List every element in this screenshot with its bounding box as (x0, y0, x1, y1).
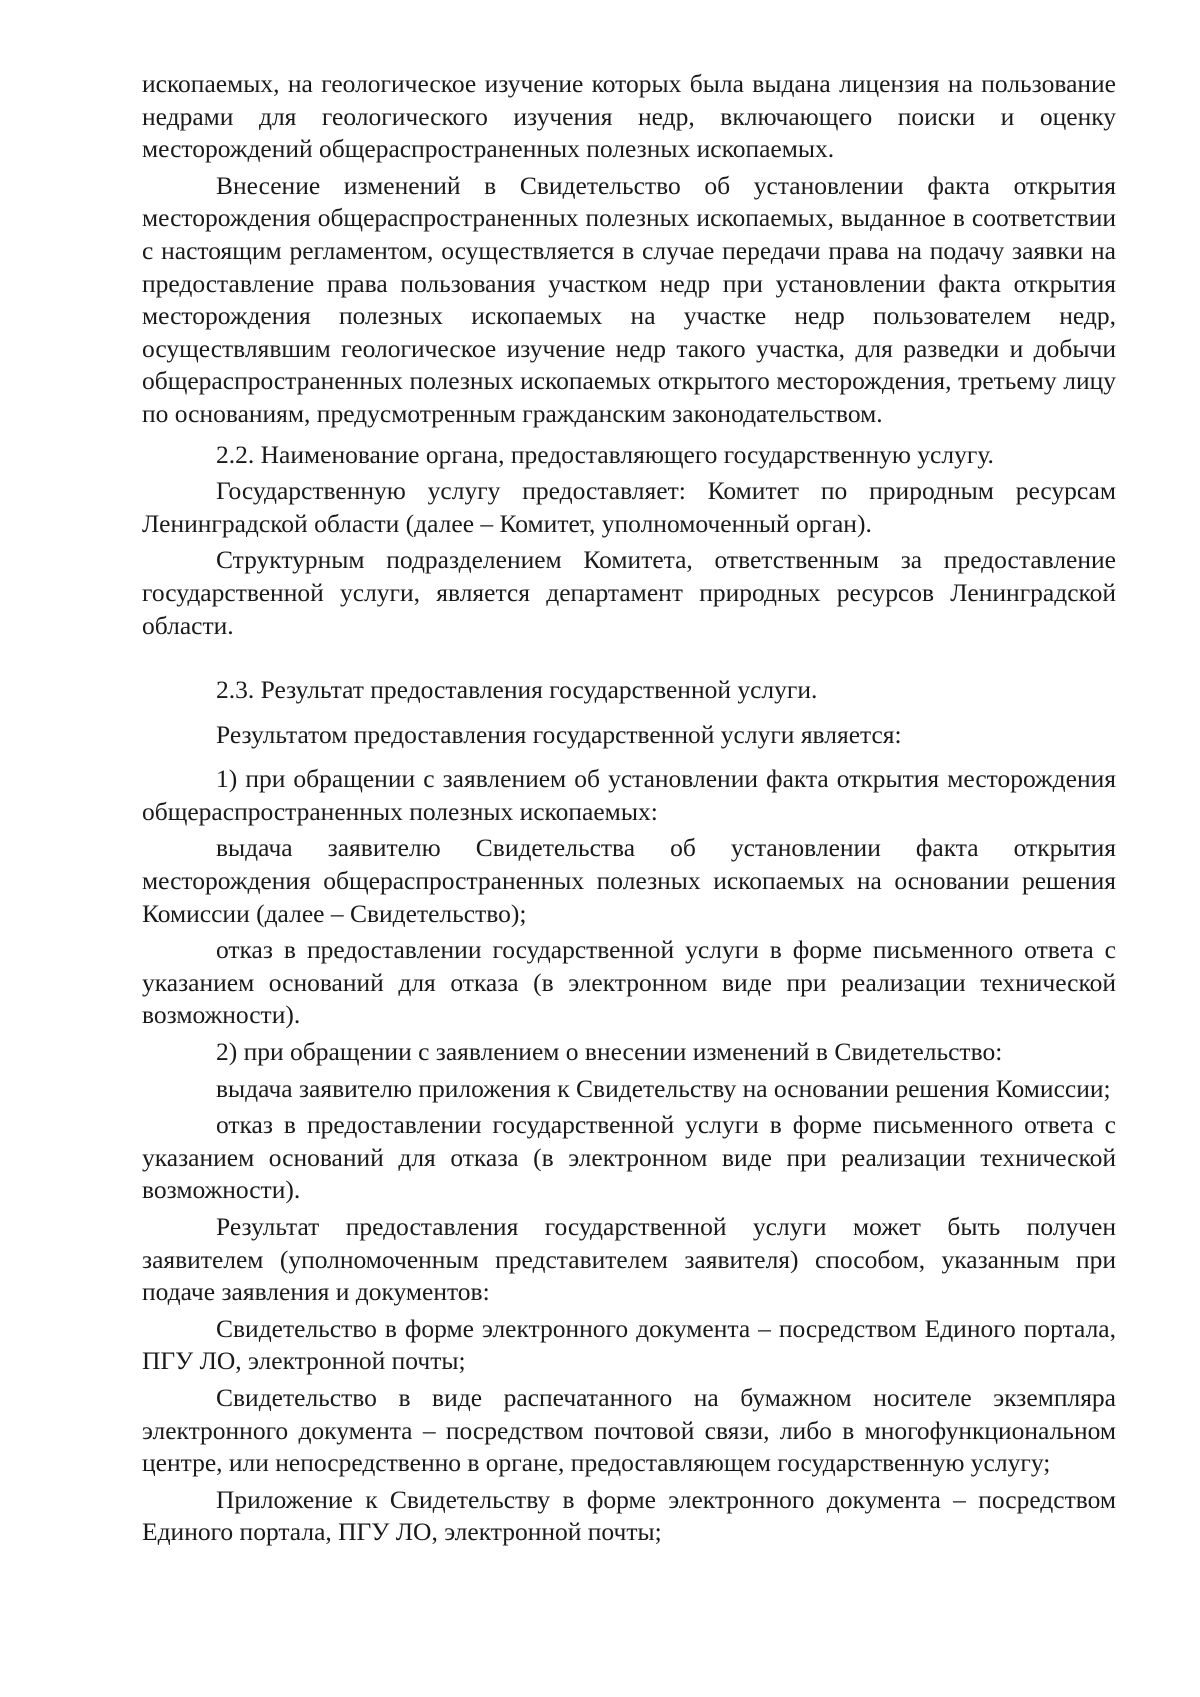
paragraph-structural-unit: Структурным подразделением Комитета, ответственным за предоставление государственной услуги, является департамент природных ресурсов Ленинградской области. (142, 545, 1116, 640)
paragraph-electronic-appendix: Приложение к Свидетельству в форме электронного документа – посредством Единого портала, ПГУ ЛО, электронной почты; (142, 1484, 1116, 1547)
paragraph-electronic-certificate: Свидетельство в форме электронного документа – посредством Единого портала, ПГУ ЛО, электронной почты; (142, 1313, 1116, 1376)
paragraph-issue-appendix: выдача заявителю приложения к Свидетельству на основании решения Комиссии; (216, 1073, 1111, 1103)
paragraph-issue-certificate: выдача заявителю Свидетельства об установлении факта открытия месторождения общераспространенных полезных ископаемых на основании решения Комиссии (далее – Свидетельство); (142, 833, 1116, 928)
paragraph-result-intro: Результатом предоставления государственной услуги является: (216, 719, 902, 749)
paragraph-provider: Государственную услугу предоставляет: Комитет по природным ресурсам Ленинградской области (далее – Комитет, уполномоченный орган). (142, 476, 1116, 538)
paragraph-continuation: ископаемых, на геологическое изучение которых была выдана лицензия на пользование недрами для геологического изучения недр, включающего поиски и оценку месторождений общераспространенных полезных ископаемых. (142, 69, 1116, 164)
paragraph-refusal-2: отказ в предоставлении государственной услуги в форме письменного ответа с указанием оснований для отказа (в электронном виде при реализации технической возможности). (142, 1110, 1116, 1205)
section-heading-2-3: 2.3. Результат предоставления государственной услуги. (216, 675, 818, 705)
paragraph-refusal-1: отказ в предоставлении государственной услуги в форме письменного ответа с указанием оснований для отказа (в электронном виде при реализации технической возможности). (142, 935, 1116, 1030)
paragraph-paper-certificate: Свидетельство в виде распечатанного на бумажном носителе экземпляра электронного документа – посредством почтовой связи, либо в многофункциональном центре, или непосредственно в органе, предоставляющем государственную услугу; (142, 1382, 1116, 1478)
list-item-1: 1) при обращении с заявлением об установлении факта открытия месторождения общераспространенных полезных ископаемых: (142, 764, 1116, 826)
section-heading-2-2: 2.2. Наименование органа, предоставляющего государственную услугу. (216, 439, 994, 469)
paragraph-amendment-conditions: Внесение изменений в Свидетельство об установлении факта открытия месторождения общераспространенных полезных ископаемых, выданное в соответствии с настоящим регламентом, осуществляется в случае передачи права на подачу заявки на предоставление права пользования участком недр при установлении факта открытия месторождения полезных ископаемых на участке недр пользователем недр, осуществлявшим геологическое изучение недр такого участка, для разведки и добычи общераспространенных полезных ископаемых открытого месторождения, третьему лицу по основаниям, предусмотренным гражданским законодательством. (142, 170, 1116, 428)
paragraph-result-delivery: Результат предоставления государственной услуги может быть получен заявителем (уполномоченным представителем заявителя) способом, указанным при подаче заявления и документов: (142, 1212, 1116, 1307)
list-item-2: 2) при обращении с заявлением о внесении изменений в Свидетельство: (216, 1037, 1003, 1067)
document-body (142, 68, 1116, 1549)
